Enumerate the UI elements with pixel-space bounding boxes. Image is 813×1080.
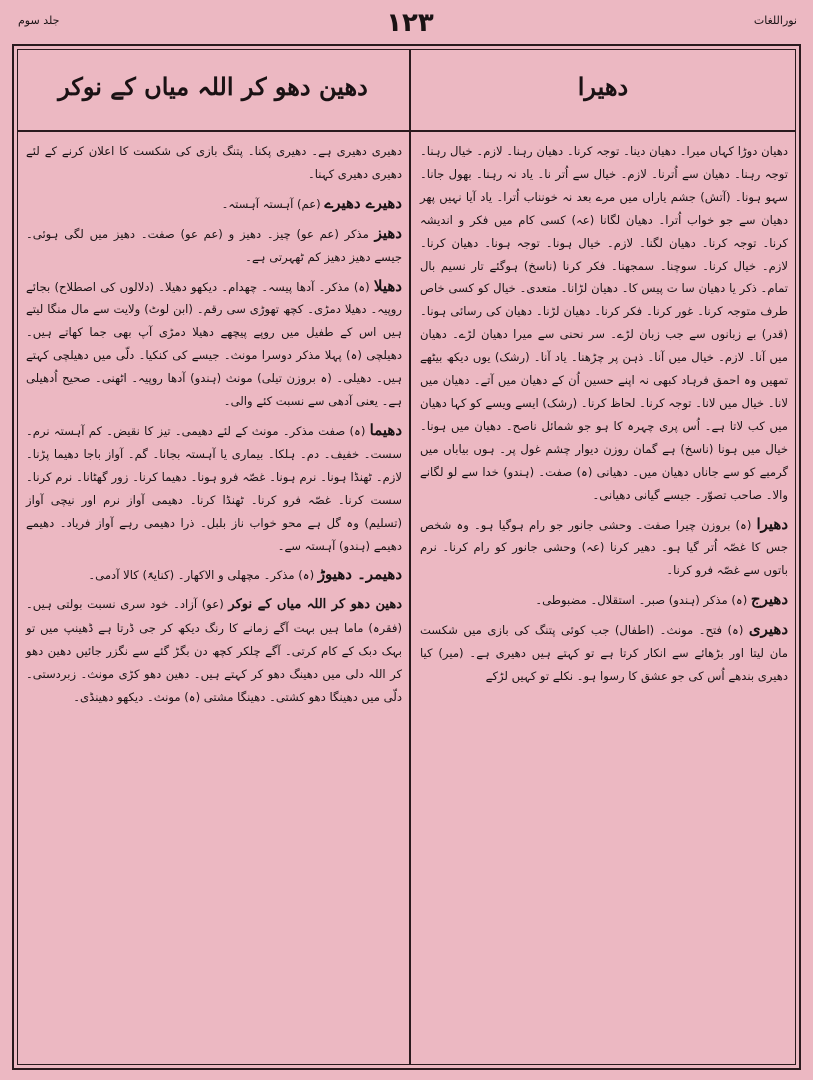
entry — [420, 513, 788, 583]
left-column — [26, 140, 402, 715]
entry-text: دھیان دوڑا کہاں میرا۔ دھیان دینا۔ توجہ کرنا۔ دھیان رہنا۔ لازم۔ خیال رہنا۔ توجہ رہنا۔ دھیان سے اُترنا۔ لازم۔ خیال سے اُتر نا۔ یاد نہ رہنا۔ بھول جانا۔ سہو ہونا۔ (آتش) جشم یاراں میں مرے بعد نہ خونناب اُترا۔ یاد آیا نہیں پھر دھیان سے جو خواب اُترا۔ دھیان لگانا (عہ) کسی کام میں فکر و اندیشہ کرنا۔ توجہ کرنا۔ دھیان لگنا۔ لازم۔ خیال ہونا۔ توجہ ہونا۔ دھیان کرنا۔ لازم۔ خیال کرنا۔ سوچنا۔ سمجھنا۔ فکر کرنا (ناسخ) ہوگئے تار نسیم بال تمام۔ ذکر یا دھیان سا ت پیس کا۔ دھیان لڑانا۔ متعدی۔ خیال کو کسی خاص طرف متوجہ کرنا۔ غور کرنا۔ فکر کرنا۔ دھیان لڑنا۔ دھیان کی رسائی ہونا۔ (قدر) بے زبانوں سے جب زبان لڑے۔ سر نحنی سے میرا دھیان لڑے۔ دھیان میں آنا۔ لازم۔ خیال میں آنا۔ ذہن پر چڑھنا۔ یاد آنا۔ (رشک) یوں دیکھ بیٹھے تمھیں وہ احمق فرہاد کبھی نہ اپنے حسین اُن کے دھیان میں آتے۔ دھیان میں لانا۔ خیال میں لانا۔ توجہ کرنا۔ لحاظ کرنا۔ (رشک) ایسے ویسے کو کہا دھیان میں کب لاتا ہے۔ اُس پری چہرہ کا ہو جو شمائل ناصح۔ دھیان میں ہونا۔ خیال میں ہونا (ناسخ) ہے گمان روزن دیوار چشم غول پر۔ ہوں بیاباں میں گرمیے کو سے جاناں دھیان میں۔ دھیانی (ہ) صفت۔ (ہندو) خدا سے لو لگانے والا۔ صاحب تصوّر۔ جیسے گیانی دھیانی۔ — [420, 144, 788, 502]
entry-text: (ہ) صفت مذکر۔ مونث کے لئے دھیمی۔ تیز کا نقیض۔ کم آہستہ نرم۔ سست۔ خفیف۔ دم۔ ہلکا۔ بیماری یا آہستہ بجانا۔ گم۔ آواز باجا دھیما پڑنا۔ لازم۔ ٹھنڈا ہونا۔ نرم ہونا۔ غصّہ فرو ہونا۔ دھیما کرنا۔ زور گھٹانا۔ نرم کرنا۔ سست کرنا۔ غصّہ فرو کرنا۔ ٹھنڈا کرنا۔ دھیمی آواز نرم اور نیچی آواز (تسلیم) وہ گل ہے محو خواب ناز بلبل۔ ذرا دھیمی رہے آواز فریاد۔ دھیمے دھیمے (ہندو) آہستہ سے۔ — [26, 423, 402, 553]
entry-headword: دھیری — [748, 620, 788, 639]
right-column-heading: دھیرا — [577, 72, 629, 101]
entry-text: (عو) آزاد۔ خود سری نسبت بولتی ہیں۔ (فقرہ) ماما ہیں بہت آگے زمانے کا رنگ دیکھ کر جی ڈرتا ہے ڈھینپ میں تو بہک دبک کے کام کرتی۔ آگے چلکر کچھ دن بگڑ گئے سے نگزر جائیں دھین دھو کر اللہ دلی میں دھینگ دھو کر کہتے ہیں۔ دھین دھو کڑی مونث۔ زبردستی۔ دلّی میں دھینگا دھو کشتی۔ دھینگا مشتی (ہ) مونث۔ دیکھو دھینڈی۔ — [26, 597, 402, 704]
entry — [26, 593, 402, 709]
right-column — [420, 140, 788, 694]
left-column-heading: دھین دھو کر اللہ میاں کے نوکر — [58, 72, 368, 101]
entry — [26, 222, 402, 269]
entry — [26, 275, 402, 413]
column-divider — [409, 49, 411, 1065]
entry-text: (ہ) مذکر۔ آدھا پیسہ۔ چھدام۔ دیکھو دھیلا۔ (دلالوں کی اصطلاح) بجائے روپیہ۔ دھیلا دمڑی۔ کچھ تھوڑی سی رقم۔ (ابن لوٹ) ولایت سے مال منگا لیتے ہیں اس کے طفیل میں روپے پیچھے دھیلا دمڑی آپ بھی جما کھاتے ہیں۔ دھیلچی (ہ) پہلا مذکر دوسرا مونث۔ جیسے کی کنکیا۔ دلّی میں دھیلچی کہتے ہیں۔ دھیلی۔ (ہ بروزن تیلی) مونث (ہندو) آدھا روپیہ۔ اٹھنی۔ صحیح اُدھیلی ہے۔ یعنی آدھی سے نسبت کئے والی۔ — [26, 279, 402, 409]
page-number: ۱۲۳ — [386, 8, 434, 38]
entry-headword: دھیرے دھیرے — [324, 193, 402, 212]
running-head — [0, 8, 813, 48]
entry-headword: دھیرا — [756, 514, 789, 533]
entry — [420, 588, 788, 612]
entry-text: مذکر (عم عو) چیز۔ دھیز و (عم عو) صفت۔ دھیز میں لگی ہوئی۔ جیسے دھیز دھیز کم ٹھہرتی ہے۔ — [26, 226, 402, 264]
entry — [26, 563, 402, 587]
entry-text: دھیری دھیری ہے۔ دھیری پکنا۔ پتنگ بازی کی شکست کا اعلان کرنے کے لئے دھیری دھیری کہنا۔ — [26, 144, 402, 181]
entry-text: (ہ) فتح۔ مونث۔ (اطفال) جب کوئی پتنگ کی بازی میں شکست مان لیتا اور بڑھائے سے انکار کرتا ہے تو کہتے ہیں دھیری ہے۔ (میر) کیا دھیری بندھے اُس کی جو عشق کا رسوا ہو۔ نکلے تو کہیں لڑکے — [420, 623, 788, 683]
entry-headword: دھیلا — [373, 276, 402, 295]
entry-headword: دھین دھو کر اللہ میاں کے نوکر — [228, 597, 402, 613]
entry-text: (ہ) بروزن چیرا صفت۔ وحشی جانور جو رام ہوگیا ہو۔ وہ شخص جس کا غصّہ اُتر گیا ہو۔ دھیر کرنا (عہ) وحشی جانور کو رام کرنا۔ نرم باتوں سے غصّہ فرو کرنا۔ — [420, 517, 788, 578]
entry-text: (ہ) مذکر (ہندو) صبر۔ استقلال۔ مضبوطی۔ — [535, 593, 748, 608]
entry — [26, 192, 402, 216]
entry-headword: دھیمر۔ دھیوڑ — [317, 565, 402, 584]
entry — [420, 618, 788, 688]
entry — [26, 419, 402, 557]
entry-headword: دھیرج — [750, 590, 788, 609]
volume-label: جلد سوم — [18, 14, 60, 27]
entry-headword: دھیز — [374, 223, 402, 242]
header-rule — [17, 130, 796, 132]
entry-headword: دھیما — [369, 420, 402, 439]
entry-text: (عم) آہستہ آہستہ۔ — [221, 196, 321, 211]
entry-text: (ہ) مذکر۔ مچھلی و الاکھار۔ (کنایۃً) کالا آدمی۔ — [88, 568, 315, 583]
book-title: نوراللغات — [753, 14, 797, 27]
